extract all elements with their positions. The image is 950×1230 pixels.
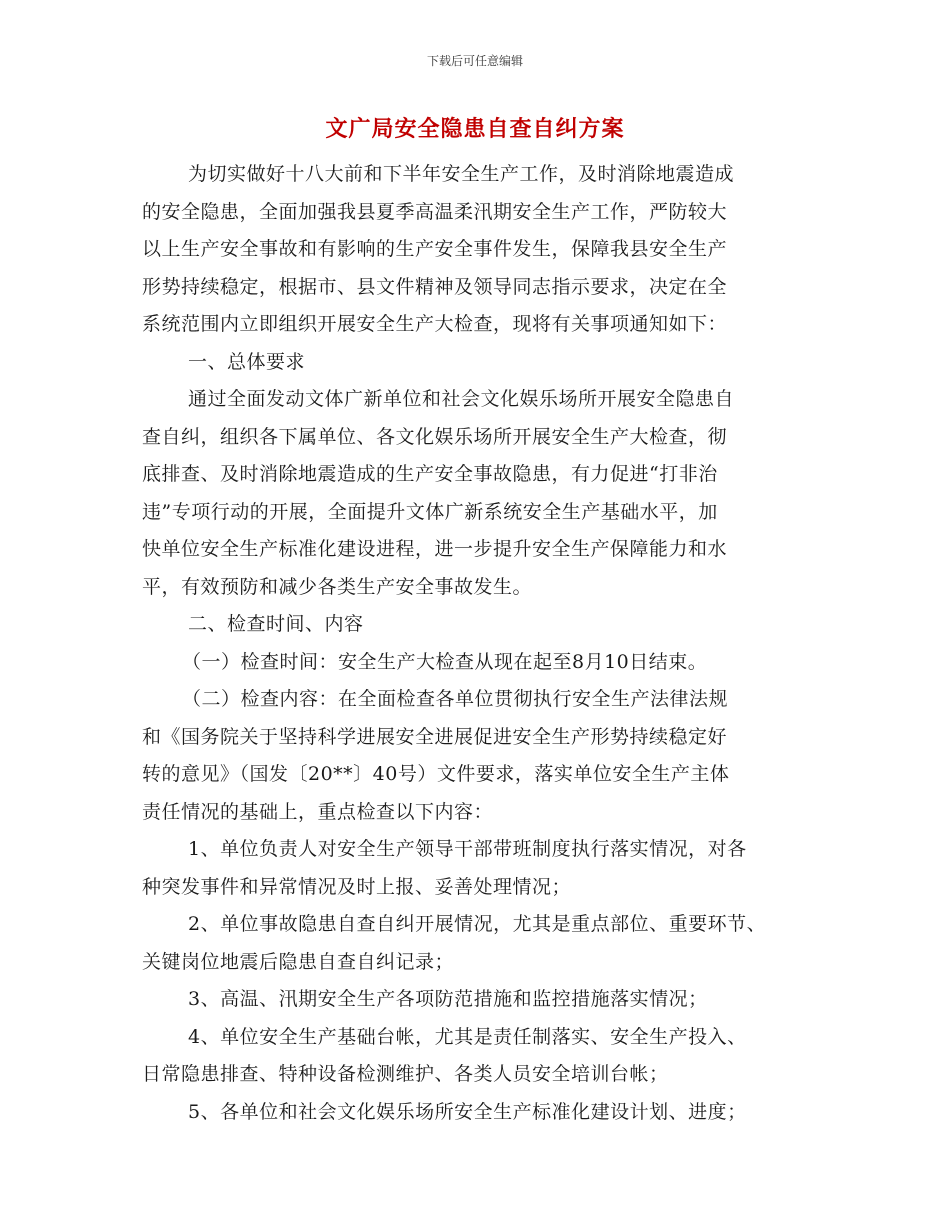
document-body — [142, 156, 810, 1131]
text-line: 转的意见》（国发〔20**〕40号）文件要求，落实单位安全生产主体 — [142, 763, 730, 785]
text-line: 平，有效预防和减少各类生产安全事故发生。 — [142, 575, 533, 598]
text-line: 种突发事件和异常情况及时上报、妥善处理情况； — [142, 875, 572, 898]
text-line: 通过全面发动文体广新单位和社会文化娱乐场所开展安全隐患自 — [188, 388, 735, 410]
text-line: 快单位安全生产标准化建设进程，进一步提升安全生产保障能力和水 — [142, 538, 728, 560]
text-line: （一）检查时间：安全生产大检查从现在起至8月10日结束。 — [182, 650, 708, 673]
text-line: 查自纠，组织各下属单位、各文化娱乐场所开展安全生产大检查，彻 — [142, 425, 728, 448]
text-line: 日常隐患排查、特种设备检测维护、各类人员安全培训台帐； — [142, 1063, 669, 1085]
text-line: 为切实做好十八大前和下半年安全生产工作，及时消除地震造成 — [188, 163, 735, 185]
text-line: 二、检查时间、内容 — [188, 613, 364, 635]
document-title: 文广局安全隐患自查自纠方案 — [325, 117, 625, 142]
text-line: 4、单位安全生产基础台帐，尤其是责任制落实、安全生产投入、 — [188, 1025, 747, 1048]
text-line: 的安全隐患，全面加强我县夏季高温柔汛期安全生产工作，严防较大 — [142, 200, 728, 223]
text-line: 系统范围内立即组织开展安全生产大检查，现将有关事项通知如下： — [142, 313, 728, 335]
text-line: 5、各单位和社会文化娱乐场所安全生产标准化建设计划、进度； — [188, 1100, 747, 1123]
text-line: 2、单位事故隐患自查自纠开展情况，尤其是重点部位、重要环节、 — [188, 913, 767, 935]
text-line: 以上生产安全事故和有影响的生产安全事件发生，保障我县安全生产 — [142, 238, 728, 260]
text-line: 责任情况的基础上，重点检查以下内容： — [142, 800, 494, 823]
text-line: 形势持续稳定，根据市、县文件精神及领导同志指示要求，决定在全 — [142, 275, 728, 298]
text-line: 关键岗位地震后隐患自查自纠记录； — [142, 950, 455, 973]
text-line: 和《国务院关于坚持科学进展安全进展促进安全生产形势持续稳定好 — [142, 725, 728, 748]
text-line: 底排查、及时消除地震造成的生产安全事故隐患，有力促进“打非治 — [142, 463, 718, 485]
text-line: 违”专项行动的开展，全面提升文体广新系统安全生产基础水平，加 — [142, 500, 718, 523]
text-line: 一、总体要求 — [188, 350, 306, 373]
text-line: （二）检查内容：在全面检查各单位贯彻执行安全生产法律法规 — [182, 688, 729, 710]
header-note: 下载后可任意编辑 — [426, 54, 523, 68]
text-line: 1、单位负责人对安全生产领导干部带班制度执行落实情况，对各 — [188, 838, 747, 860]
text-line: 3、高温、汛期安全生产各项防范措施和监控措施落实情况； — [188, 988, 708, 1010]
